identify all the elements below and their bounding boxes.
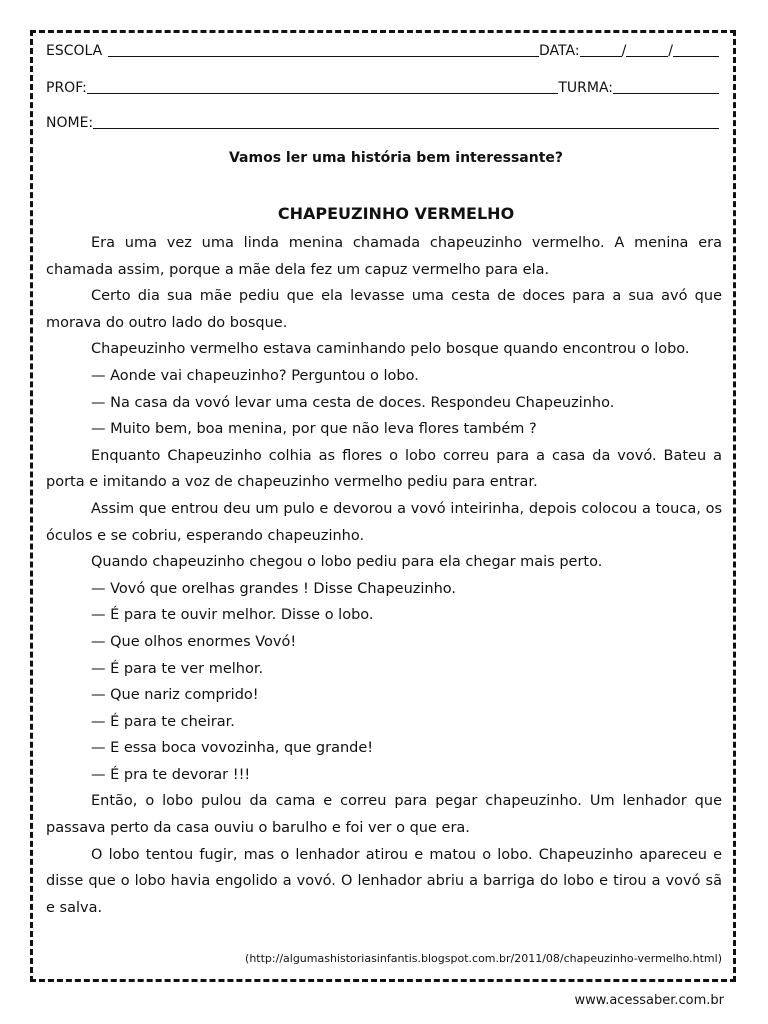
teacher-row (46, 79, 719, 97)
school-row (46, 42, 719, 60)
school-field[interactable] (108, 43, 539, 57)
story-paragraph: — Vovó que orelhas grandes ! Disse Chapeuzinho. (91, 580, 457, 597)
story-text (46, 230, 722, 921)
name-label: NOME: (46, 115, 94, 131)
story-paragraph: Quando chapeuzinho chegou o lobo pediu para ela chegar mais perto. (91, 554, 603, 571)
date-day-field[interactable] (580, 43, 622, 57)
story-paragraph: — Que olhos enormes Vovó! (91, 633, 297, 650)
story-paragraph: — Aonde vai chapeuzinho? Perguntou o lobo. (91, 367, 419, 384)
date-month-field[interactable] (626, 43, 668, 57)
story-paragraph: Assim que entrou deu um pulo e devorou a vovó inteirinha, depois colocou a touca, os óculos e se cobriu, esperando chapeuzinho. (46, 500, 722, 544)
class-label: TURMA: (558, 80, 613, 96)
teacher-label: PROF: (46, 80, 87, 96)
story-paragraph: — E essa boca vovozinha, que grande! (91, 740, 374, 757)
name-field[interactable] (93, 115, 719, 129)
name-row (46, 114, 719, 132)
story-paragraph: Era uma vez uma linda menina chamada chapeuzinho vermelho. A menina era chamada assim, porque a mãe dela fez um capuz vermelho para ela. (46, 235, 722, 278)
story-paragraph: O lobo tentou fugir, mas o lenhador atirou e matou o lobo. Chapeuzinho apareceu e disse que o lobo havia engolido a vovó. O lenhador abriu a barriga do lobo e tirou a vovó sã e salva. (46, 846, 722, 916)
story-paragraph: Certo dia sua mãe pediu que ela levasse uma cesta de doces para a sua avó que morava do outro lado do bosque. (46, 288, 722, 331)
story-paragraph: Então, o lobo pulou da cama e correu para pegar chapeuzinho. Um lenhador que passava perto da casa ouviu o barulho e foi ver o que era. (46, 793, 722, 837)
date-separator: / (621, 43, 627, 59)
school-label: ESCOLA (46, 43, 103, 59)
story-paragraph: — É para te ouvir melhor. Disse o lobo. (91, 607, 374, 624)
story-paragraph: — Muito bem, boa menina, por que não leva flores também ? (91, 421, 537, 438)
date-separator: / (668, 43, 673, 59)
date-label: DATA: (539, 43, 580, 59)
intro-question: Vamos ler uma história bem interessante? (228, 150, 564, 166)
site-url[interactable]: www.acessaber.com.br (574, 993, 724, 1008)
story-paragraph: Enquanto Chapeuzinho colhia as flores o lobo correu para a casa da vovó. Bateu a porta e imitando a voz de chapeuzinho vermelho pediu para entrar. (46, 447, 722, 491)
story-paragraph: — Que nariz comprido! (91, 687, 259, 704)
story-paragraph: — Na casa da vovó levar uma cesta de doces. Respondeu Chapeuzinho. (91, 394, 615, 411)
source-link[interactable]: (http://algumashistoriasinfantis.blogspot.com.br/2011/08/chapeuzinho-vermelho.html) (245, 952, 722, 965)
story-paragraph: — É para te ver melhor. (91, 660, 264, 677)
date-year-field[interactable] (673, 43, 719, 57)
story-paragraph: — É para te cheirar. (91, 713, 235, 730)
teacher-field[interactable] (87, 80, 558, 94)
story-paragraph: — É pra te devorar !!! (91, 766, 251, 783)
class-field[interactable] (613, 80, 719, 94)
story-paragraph: Chapeuzinho vermelho estava caminhando pelo bosque quando encontrou o lobo. (91, 341, 690, 358)
story-title: CHAPEUZINHO VERMELHO (277, 204, 515, 223)
